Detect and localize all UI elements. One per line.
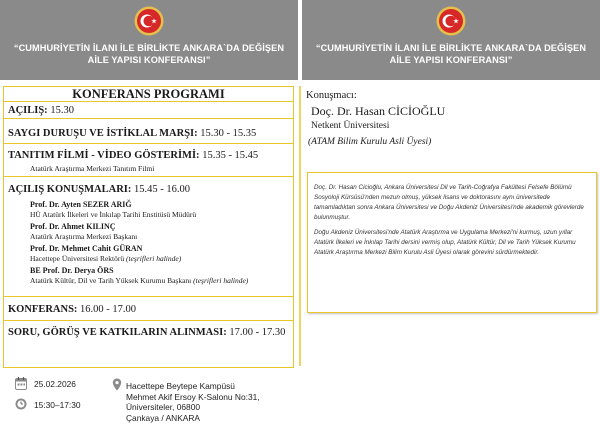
speaker-role: (ATAM Bilim Kurulu Asli Üyesi) xyxy=(308,137,432,147)
header-right xyxy=(302,0,600,80)
konusma-label: AÇILIŞ KONUŞMALARI: xyxy=(8,184,132,195)
address-line-1: Hacettepe Beytepe Kampüsü xyxy=(126,381,235,391)
event-date: 25.02.2026 xyxy=(34,379,76,389)
event-time: 15:30–17:30 xyxy=(34,400,81,410)
vertical-divider xyxy=(298,86,302,366)
speaker-name: Prof. Dr. Mehmet Cahit GÜRAN xyxy=(30,244,143,253)
speaker-bio-box xyxy=(307,172,597,313)
header-left-title-line2: AİLE YAPISI KONFERANSI” xyxy=(87,55,211,65)
konferans-label: KONFERANS: xyxy=(8,304,78,315)
header-left-title xyxy=(0,42,298,66)
speaker-main-name: Doç. Dr. Hasan CİCİOĞLU xyxy=(311,104,446,118)
saygi-time: 15.30 - 15.35 xyxy=(200,128,257,139)
speaker-inst: HÜ Atatürk İlkeleri ve İnkılap Tarihi Enstitüsü Müdürü xyxy=(30,209,197,219)
speaker-inst: Hacettepe Üniversitesi Rektörü xyxy=(30,253,125,263)
speaker-note: (teşrifleri halinde) xyxy=(193,275,249,285)
calendar-icon xyxy=(15,377,27,390)
clock-icon xyxy=(15,398,27,410)
header-left-title-line1: “CUMHURİYETİN İLANI İLE BİRLİKTE ANKARA`DA DEĞİŞEN xyxy=(13,43,285,53)
address-line-3: Üniversiteler, 06800 xyxy=(126,402,201,412)
row-acilis-konusmalari xyxy=(4,177,293,297)
crescent-star-logo-icon xyxy=(436,6,466,36)
header-right-title xyxy=(302,42,600,66)
acilis-label: AÇILIŞ: xyxy=(8,105,48,116)
header-left xyxy=(0,0,298,80)
row-soru xyxy=(4,321,293,343)
tanitim-sub: Atatürk Araştırma Merkezi Tanıtım Filmi xyxy=(30,164,155,173)
row-tanitim xyxy=(4,144,293,177)
speaker-inst: Atatürk Kültür, Dil ve Tarih Yüksek Kurumu Başkanı xyxy=(30,275,192,285)
speaker-label: Konuşmacı: xyxy=(306,90,357,101)
konferans-time: 16.00 - 17.00 xyxy=(80,304,137,315)
row-acilis xyxy=(4,102,293,119)
address-line-4: Çankaya / ANKARA xyxy=(126,412,201,423)
address-line-2: Mehmet Akif Ersoy K-Salonu No:31, xyxy=(126,391,260,402)
soru-label: SORU, GÖRÜŞ VE KATKILARIN ALINMASI: xyxy=(8,327,227,338)
soru-time: 17.00 - 17.30 xyxy=(229,327,286,338)
row-konferans xyxy=(4,297,293,321)
crescent-star-logo-icon xyxy=(134,6,164,36)
header-right-title-line1: “CUMHURİYETİN İLANI İLE BİRLİKTE ANKARA`DA DEĞİŞEN xyxy=(315,43,587,53)
acilis-time: 15.30 xyxy=(50,105,74,116)
speaker-inst-row xyxy=(8,276,293,286)
speaker-note: (teşrifleri halinde) xyxy=(126,253,182,263)
location-pin-icon xyxy=(112,378,122,391)
speaker-university: Netkent Üniversitesi xyxy=(311,121,390,131)
speaker-section xyxy=(303,90,598,148)
program-box xyxy=(3,86,294,368)
header-right-title-line2: AİLE YAPISI KONFERANSI” xyxy=(389,55,513,65)
konusma-time: 15.45 - 16.00 xyxy=(134,184,191,195)
speaker-inst: Atatürk Araştırma Merkezi Başkanı xyxy=(30,231,138,241)
program-title: KONFERANS PROGRAMI xyxy=(4,87,293,102)
bio-paragraph-2: Doğu Akdeniz Üniversitesi'nde Atatürk Araştırma ve Uygulama Merkezi'ni kurmuş, uzun yıllar Atatürk İlkeleri ve İnkılap Tarihi dersini vermiş olup, Atatürk Kültür, Dil ve Tarih Yüksek Kurumu Atatürk Araştırma Merkezi Bilim Kurulu Asli Üyesi olarak görevini sürdürmektedir. xyxy=(314,229,576,256)
event-address xyxy=(126,381,260,423)
saygi-label: SAYGI DURUŞU VE İSTİKLAL MARŞI: xyxy=(8,128,198,139)
tanitim-label: TANITIM FİLMİ - VİDEO GÖSTERİMİ: xyxy=(8,150,200,161)
speaker-name: Prof. Dr. Ahmet KILINÇ xyxy=(30,222,116,231)
speaker-name: Prof. Dr. Ayten SEZER ARIĞ xyxy=(30,200,132,209)
speaker-inst-row xyxy=(8,254,293,264)
row-saygi xyxy=(4,119,293,144)
speaker-list xyxy=(8,200,293,285)
tanitim-time: 15.35 - 15.45 xyxy=(202,150,259,161)
speaker-name: BE Prof. Dr. Derya ÖRS xyxy=(30,266,114,275)
bio-paragraph-1: Doç. Dr. Hasan Cicioğlu, Ankara Üniversitesi Dil ve Tarih-Coğrafya Fakültesi Felsefe Bölümü Sosyoloji Kürsüsü'nden mezun olmuş, yüksek lisans ve doktorasını aynı üniversitede tamamladıktan sonra Ankara Üniversitesi ve Doğu Akdeniz Üniversitesi'nde akademik görevlerde bulunmuştur. xyxy=(314,184,584,221)
